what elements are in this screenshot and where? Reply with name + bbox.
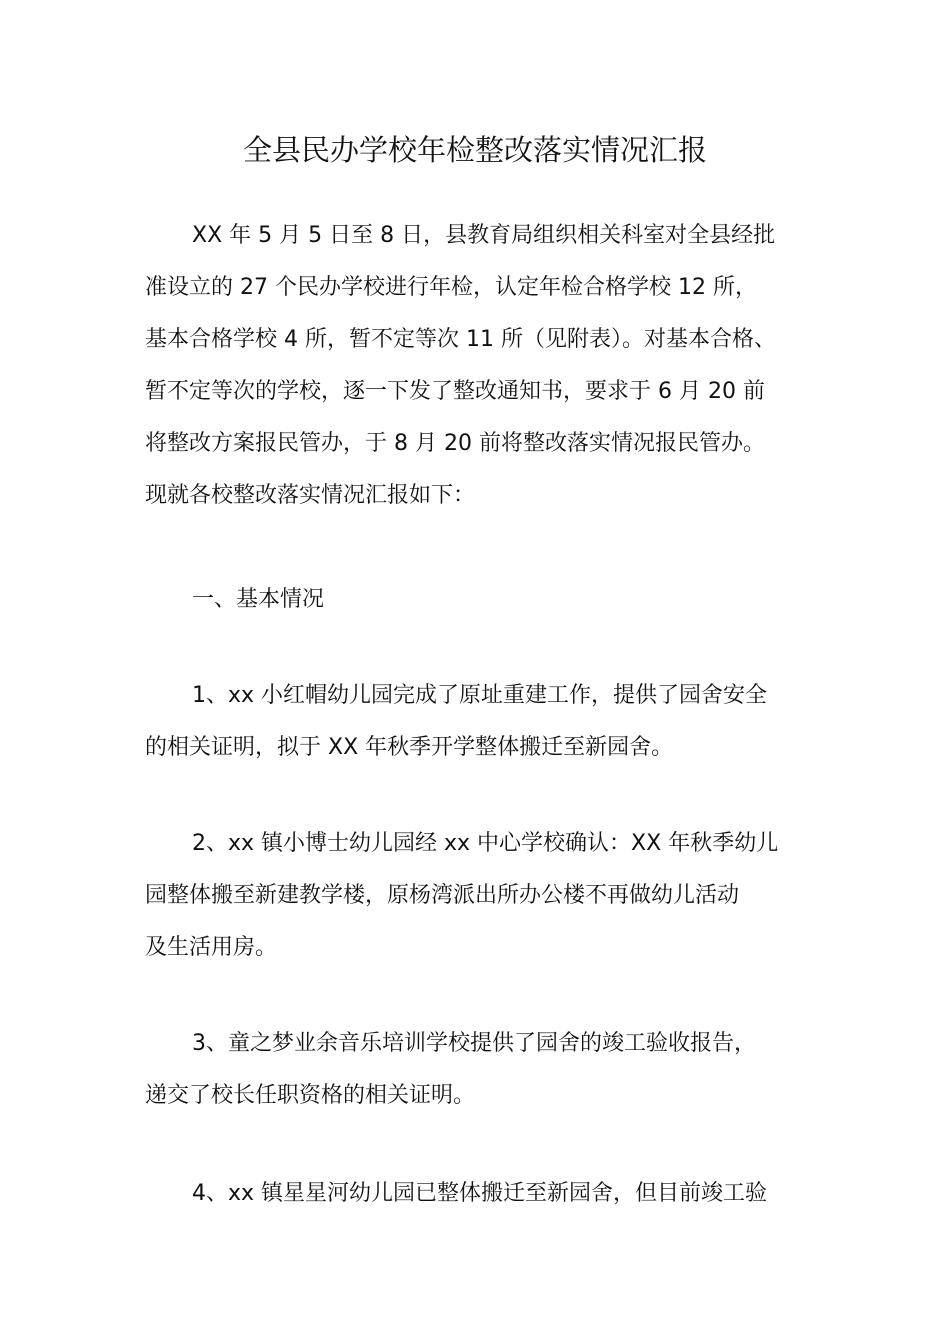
item-line: 的相关证明，拟于 XX 年秋季开学整体搬迁至新园舍。 <box>145 735 674 760</box>
intro-paragraph <box>145 210 810 522</box>
item-line: 2、xx 镇小博士幼儿园经 xx 中心学校确认：XX 年秋季幼儿 <box>192 831 779 856</box>
item-3-paragraph <box>145 1018 810 1122</box>
item-line: 及生活用房。 <box>145 935 278 960</box>
item-line: 递交了校长任职资格的相关证明。 <box>145 1083 476 1108</box>
section-heading: 一、基本情况 <box>192 587 325 612</box>
document-title: 全县民办学校年检整改落实情况汇报 <box>242 133 707 167</box>
item-line: 园整体搬至新建教学楼，原杨湾派出所办公楼不再做幼儿活动 <box>145 883 740 908</box>
intro-line: 将整改方案报民管办，于 8 月 20 前将整改落实情况报民管办。 <box>145 431 765 456</box>
item-line: 1、xx 小红帽幼儿园完成了原址重建工作，提供了园舍安全 <box>192 683 768 708</box>
item-2-paragraph <box>145 818 810 974</box>
intro-line: XX 年 5 月 5 日至 8 日，县教育局组织相关科室对全县经批 <box>192 223 776 248</box>
item-line: 3、童之梦业余音乐培训学校提供了园舍的竣工验收报告， <box>192 1031 756 1056</box>
intro-line: 准设立的 27 个民办学校进行年检，认定年检合格学校 12 所， <box>145 275 757 300</box>
item-1-paragraph <box>145 670 810 774</box>
item-line: 4、xx 镇星星河幼儿园已整体搬迁至新园舍，但目前竣工验 <box>192 1181 768 1206</box>
intro-line: 现就各校整改落实情况汇报如下： <box>145 483 476 508</box>
intro-line: 基本合格学校 4 所，暂不定等次 11 所（见附表）。对基本合格、 <box>145 327 776 352</box>
section-heading-block <box>145 574 810 626</box>
intro-line: 暂不定等次的学校，逐一下发了整改通知书，要求于 6 月 20 前 <box>145 379 765 404</box>
item-4-paragraph <box>145 1168 810 1220</box>
